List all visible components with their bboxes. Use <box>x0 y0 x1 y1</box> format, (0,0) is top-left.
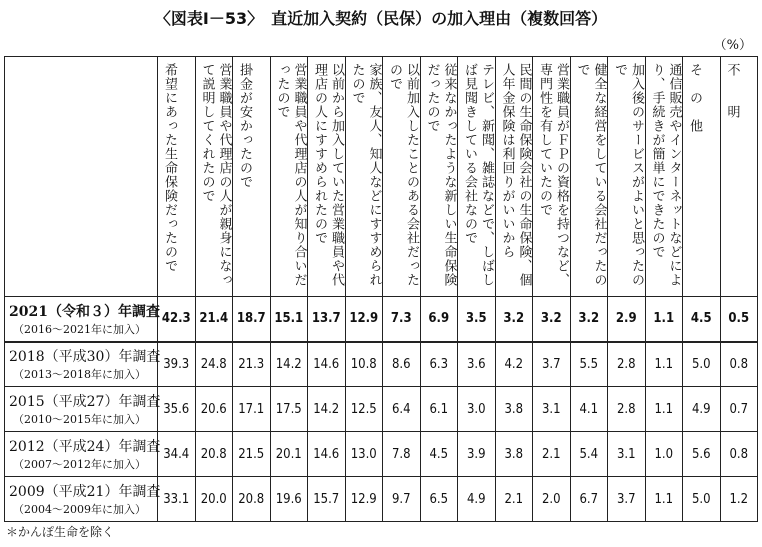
value-cell: 13.0 <box>345 432 383 477</box>
value-cell: 4.9 <box>458 477 496 522</box>
table-row <box>5 342 758 387</box>
column-header: 従来なかったような新しい生命保険だったので <box>420 57 458 297</box>
value-cell: 21.4 <box>195 297 233 342</box>
value-cell: 20.8 <box>233 477 271 522</box>
value-cell: 3.7 <box>608 477 646 522</box>
value-cell: 0.8 <box>720 342 758 387</box>
value-cell: 18.7 <box>233 297 271 342</box>
value-cell: 12.5 <box>345 387 383 432</box>
value-cell: 0.8 <box>720 432 758 477</box>
value-cell: 17.5 <box>270 387 308 432</box>
enrollment-period-label: （2016～2021年に加入） <box>13 322 146 336</box>
value-cell: 4.1 <box>570 387 608 432</box>
value-cell: 2.8 <box>608 387 646 432</box>
value-cell: 20.8 <box>195 432 233 477</box>
column-header: 加入後のサービスがよいと思ったので <box>608 57 646 297</box>
value-cell: 4.9 <box>683 387 721 432</box>
value-cell: 1.1 <box>645 297 683 342</box>
value-cell: 2.8 <box>608 342 646 387</box>
value-cell: 4.5 <box>683 297 721 342</box>
value-cell: 6.5 <box>420 477 458 522</box>
table-row <box>5 477 758 522</box>
value-cell: 0.5 <box>720 297 758 342</box>
value-cell: 6.9 <box>420 297 458 342</box>
value-cell: 5.6 <box>683 432 721 477</box>
column-header: 健全な経営をしている会社だったので <box>570 57 608 297</box>
value-cell: 20.1 <box>270 432 308 477</box>
column-header: 民間の生命保険会社の生命保険、個人年金保険は利回りがいいから <box>495 57 533 297</box>
value-cell: 3.7 <box>533 342 571 387</box>
value-cell: 17.1 <box>233 387 271 432</box>
figure-title: 〈図表Ⅰ－53〉 直近加入契約（民保）の加入理由（複数回答） <box>154 9 608 28</box>
value-cell: 12.9 <box>345 477 383 522</box>
value-cell: 3.1 <box>533 387 571 432</box>
value-cell: 5.4 <box>570 432 608 477</box>
survey-year-label: 2012（平成24）年調査 <box>9 439 161 455</box>
value-cell: 15.7 <box>308 477 346 522</box>
value-cell: 24.8 <box>195 342 233 387</box>
value-cell: 0.7 <box>720 387 758 432</box>
unit-label: （%） <box>713 38 752 53</box>
value-cell: 33.1 <box>158 477 196 522</box>
value-cell: 3.9 <box>458 432 496 477</box>
row-header <box>5 387 161 432</box>
value-cell: 4.5 <box>420 432 458 477</box>
value-cell: 14.6 <box>308 432 346 477</box>
value-cell: 14.2 <box>308 387 346 432</box>
table-row <box>5 432 758 477</box>
value-cell: 21.3 <box>233 342 271 387</box>
value-cell: 13.7 <box>308 297 346 342</box>
survey-year-label: 2018（平成30）年調査 <box>9 349 161 366</box>
value-cell: 3.8 <box>495 432 533 477</box>
survey-table <box>4 56 758 522</box>
corner-cell <box>5 57 158 297</box>
value-cell: 12.9 <box>345 297 383 342</box>
value-cell: 15.1 <box>270 297 308 342</box>
column-header: 営業職員がＦＰの資格を持つなど、専門性を有していたので <box>533 57 571 297</box>
column-header: そ の 他 <box>683 57 721 297</box>
value-cell: 3.5 <box>458 297 496 342</box>
value-cell: 14.2 <box>270 342 308 387</box>
column-header: 以前加入したことのある会社だったので <box>383 57 421 297</box>
survey-year-label: 2009（平成21）年調査 <box>9 484 161 500</box>
column-header: 営業職員や代理店の人が親身になって説明してくれたので <box>195 57 233 297</box>
column-header: 不 明 <box>720 57 758 297</box>
value-cell: 6.3 <box>420 342 458 387</box>
value-cell: 4.2 <box>495 342 533 387</box>
value-cell: 14.6 <box>308 342 346 387</box>
column-header: テレビ、新聞、雑誌などで、しばしば見聞きしている会社なので <box>458 57 496 297</box>
value-cell: 6.1 <box>420 387 458 432</box>
table-row <box>5 297 758 342</box>
enrollment-period-label: （2004～2009年に加入） <box>13 503 146 516</box>
value-cell: 5.0 <box>683 342 721 387</box>
value-cell: 3.2 <box>570 297 608 342</box>
value-cell: 35.6 <box>158 387 196 432</box>
value-cell: 1.1 <box>645 387 683 432</box>
row-header <box>5 477 161 522</box>
row-header <box>5 342 161 387</box>
value-cell: 2.9 <box>608 297 646 342</box>
value-cell: 3.0 <box>458 387 496 432</box>
column-header: 掛金が安かったので <box>233 57 271 297</box>
survey-year-label: 2021（令和３）年調査 <box>9 303 160 320</box>
value-cell: 1.1 <box>645 477 683 522</box>
enrollment-period-label: （2010～2015年に加入） <box>13 413 146 426</box>
row-header <box>5 297 158 342</box>
column-header: 希望にあった生命保険だったので <box>158 57 196 297</box>
table-body <box>5 297 758 522</box>
value-cell: 9.7 <box>383 477 421 522</box>
value-cell: 5.5 <box>570 342 608 387</box>
value-cell: 5.0 <box>683 477 721 522</box>
value-cell: 19.6 <box>270 477 308 522</box>
table-row <box>5 387 758 432</box>
value-cell: 3.2 <box>495 297 533 342</box>
row-header <box>5 432 161 477</box>
footnote: ＊かんぽ生命を除く <box>6 525 115 539</box>
value-cell: 1.1 <box>645 342 683 387</box>
value-cell: 3.1 <box>608 432 646 477</box>
value-cell: 6.4 <box>383 387 421 432</box>
value-cell: 20.6 <box>195 387 233 432</box>
value-cell: 2.1 <box>495 477 533 522</box>
enrollment-period-label: （2007～2012年に加入） <box>13 458 146 471</box>
column-header: 営業職員や代理店の人が知り合いだったので <box>270 57 308 297</box>
column-header: 通信販売やインターネットなどにより、手続きが簡単にできたので <box>645 57 683 297</box>
value-cell: 21.5 <box>233 432 271 477</box>
enrollment-period-label: （2013～2018年に加入） <box>13 368 146 382</box>
survey-year-label: 2015（平成27）年調査 <box>9 394 161 410</box>
value-cell: 1.2 <box>720 477 758 522</box>
value-cell: 3.6 <box>458 342 496 387</box>
value-cell: 3.2 <box>533 297 571 342</box>
value-cell: 39.3 <box>158 342 196 387</box>
value-cell: 2.0 <box>533 477 571 522</box>
value-cell: 2.1 <box>533 432 571 477</box>
value-cell: 10.8 <box>345 342 383 387</box>
column-header: 以前から加入していた営業職員や代理店の人にすすめられたので <box>308 57 346 297</box>
column-header: 家族、友人、知人などにすすめられたので <box>345 57 383 297</box>
value-cell: 20.0 <box>195 477 233 522</box>
header-row <box>5 57 758 297</box>
value-cell: 6.7 <box>570 477 608 522</box>
value-cell: 42.3 <box>158 297 196 342</box>
value-cell: 34.4 <box>158 432 196 477</box>
value-cell: 8.6 <box>383 342 421 387</box>
value-cell: 7.3 <box>383 297 421 342</box>
value-cell: 7.8 <box>383 432 421 477</box>
value-cell: 1.0 <box>645 432 683 477</box>
value-cell: 3.8 <box>495 387 533 432</box>
